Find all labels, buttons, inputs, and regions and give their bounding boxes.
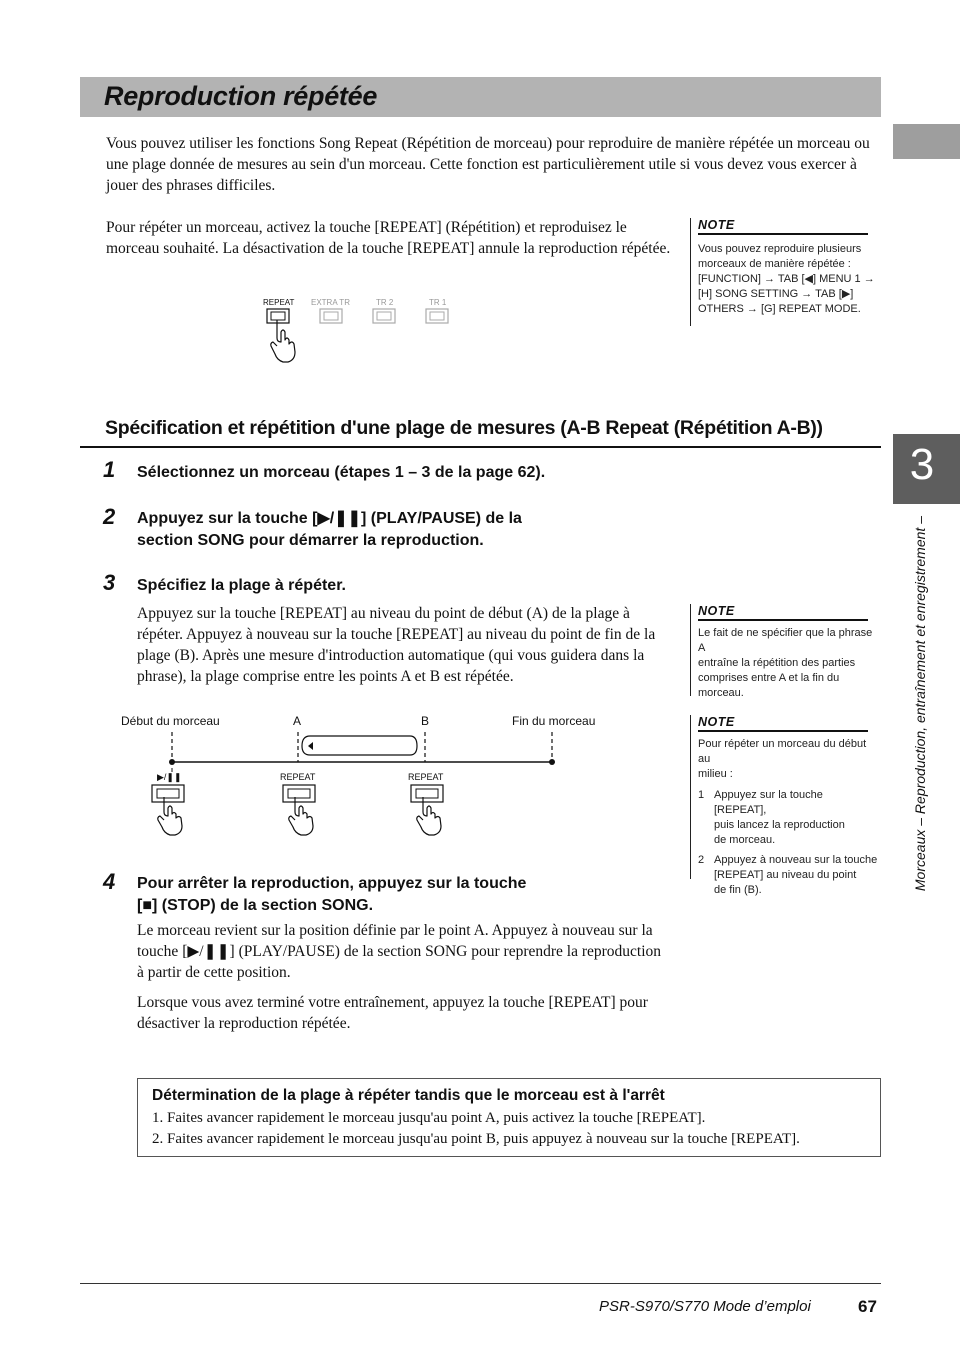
note-2-rule: [690, 604, 691, 696]
note-1-label: NOTE: [698, 218, 868, 235]
note-3-intro-line: Pour répéter un morceau du début au: [698, 738, 867, 765]
timeline-a-label: A: [293, 714, 302, 728]
note-3-item-line: [REPEAT] au niveau du point: [714, 869, 857, 881]
repeat-b-button-label: REPEAT: [408, 772, 444, 782]
section-title: Reproduction répétée: [104, 81, 378, 111]
play-pause-button-label: ▶/❚❚: [157, 772, 182, 782]
note-3-intro: [698, 737, 878, 782]
note-2: [698, 604, 878, 701]
step-3-body: Appuyez sur la touche [REPEAT] au niveau du point de début (A) de la plage à répéter. Appuyez à nouveau sur la touche [REPEAT] au niveau du point de fin de la plage (B). Après une mesure d'introduction automatique (qui vous guidera dans la phrase), la plage comprise entre les points A et B est répétée.: [137, 605, 656, 685]
repeat-a-button-label: REPEAT: [280, 772, 316, 782]
intro-paragraph: Vous pouvez utiliser les fonctions Song Repeat (Répétition de morceau) pour reproduire de manière répétée un morceau ou une plage donnée de mesures au sein d'un morceau. Cette fonction est particulièrement utile si vous devez vous exercer à jouer des phrases difficiles.: [106, 135, 870, 194]
step-4-body-2: Lorsque vous avez terminé votre entraînement, appuyez la touche [REPEAT] pour désactiver la reproduction répétée.: [137, 994, 648, 1032]
note-3-rule: [690, 715, 691, 879]
step-4-line-2: [■] (STOP) de la section SONG.: [137, 897, 374, 914]
note-2-line: morceau.: [698, 687, 744, 699]
note-2-body: [698, 626, 878, 701]
panel-illustration: [255, 292, 465, 362]
note-1-line: [H] SONG SETTING → TAB [▶]: [698, 288, 854, 300]
repeat-paragraph: Pour répéter un morceau, activez la touche [REPEAT] (Répétition) et reproduisez le morceau souhaité. La désactivation de la touche [REPEAT] annule la reproduction répétée.: [106, 219, 671, 257]
note-3-item-line: de fin (B).: [714, 884, 762, 896]
note-3-item-line: de morceau.: [714, 834, 776, 846]
note-3-item: [698, 853, 878, 898]
info-box: [137, 1078, 881, 1157]
step-4-text: [137, 873, 697, 917]
note-3-item: [698, 788, 878, 848]
note-3-intro-line: milieu :: [698, 768, 733, 780]
tr2-button-label: TR 2: [376, 298, 394, 307]
note-3-item-number: 2: [698, 854, 705, 866]
chapter-tab: [893, 434, 960, 504]
timeline-end-label: Fin du morceau: [512, 714, 596, 728]
step-3-text: Spécifiez la plage à répéter.: [137, 577, 346, 594]
tr1-button-label: TR 1: [429, 298, 447, 307]
step-4-number: 4: [103, 869, 116, 894]
step-1-text: Sélectionnez un morceau (étapes 1 – 3 de la page 62).: [137, 464, 546, 481]
step-1-number: 1: [103, 457, 116, 482]
note-3-label: NOTE: [698, 715, 868, 732]
chapter-vertical-label-wrap: [912, 516, 938, 956]
note-3-item-number: 1: [698, 789, 705, 801]
extra-tr-button-label: EXTRA TR: [311, 298, 350, 307]
subsection-title: Spécification et répétition d'une plage de mesures (A-B Repeat (Répétition A-B)): [105, 417, 823, 439]
side-tab-marker: [893, 124, 960, 159]
note-2-label: NOTE: [698, 604, 868, 621]
timeline-start-label: Début du morceau: [121, 714, 220, 728]
step-4-body-1: Le morceau revient sur la position définie par le point A. Appuyez à nouveau sur la touche [▶/❚❚] (PLAY/PAUSE) de la section SONG pour reprendre la reproduction à partir de cette position.: [137, 922, 662, 981]
info-box-title: Détermination de la plage à répéter tandis que le morceau est à l'arrêt: [152, 1087, 665, 1104]
note-1-body: [698, 242, 878, 317]
note-1-rule: [690, 218, 691, 326]
footer-rule: [80, 1283, 881, 1284]
note-1-line: OTHERS → [G] REPEAT MODE.: [698, 303, 861, 315]
note-1-line: morceaux de manière répétée :: [698, 258, 851, 270]
note-2-line: entraîne la répétition des parties: [698, 657, 856, 669]
page-number: 67: [858, 1297, 877, 1316]
step-2-line-1: Appuyez sur la touche [▶/❚❚] (PLAY/PAUSE) de la: [137, 510, 522, 527]
info-box-item-1: 1. Faites avancer rapidement le morceau jusqu'au point A, puis activez la touche [REPEAT].: [152, 1110, 706, 1126]
repeat-button-label: REPEAT: [263, 298, 295, 307]
info-box-item-2: 2. Faites avancer rapidement le morceau jusqu'au point B, puis appuyez à nouveau sur la touche [REPEAT].: [152, 1131, 800, 1147]
step-2-line-2: section SONG pour démarrer la reproduction.: [137, 532, 484, 549]
subsection-rule: [80, 446, 881, 448]
chapter-number: 3: [909, 440, 935, 489]
step-2-text: [137, 508, 697, 552]
section-banner: [80, 77, 881, 117]
chapter-vertical-label: Morceaux – Reproduction, entraînement et enregistrement –: [912, 516, 928, 892]
note-3-item-line: Appuyez sur la touche [REPEAT],: [714, 789, 823, 816]
note-3: [698, 715, 878, 898]
note-2-line: Le fait de ne spécifier que la phrase A: [698, 627, 873, 654]
note-3-item-line: Appuyez à nouveau sur la touche: [714, 854, 878, 866]
timeline-b-label: B: [421, 714, 430, 728]
footer-manual-title: PSR-S970/S770 Mode d’emploi: [599, 1298, 811, 1315]
note-2-line: comprises entre A et la fin du: [698, 672, 840, 684]
note-1-line: [FUNCTION] → TAB [◀] MENU 1 →: [698, 273, 875, 285]
note-1: [698, 218, 878, 317]
step-2-number: 2: [103, 504, 116, 529]
note-1-line: Vous pouvez reproduire plusieurs: [698, 243, 862, 255]
note-3-item-line: puis lancez la reproduction: [714, 819, 845, 831]
step-4-line-1: Pour arrêter la reproduction, appuyez sur la touche: [137, 875, 527, 892]
timeline-diagram: [120, 728, 580, 838]
panel-buttons-graphic: [255, 306, 465, 366]
step-3-number: 3: [103, 570, 116, 595]
